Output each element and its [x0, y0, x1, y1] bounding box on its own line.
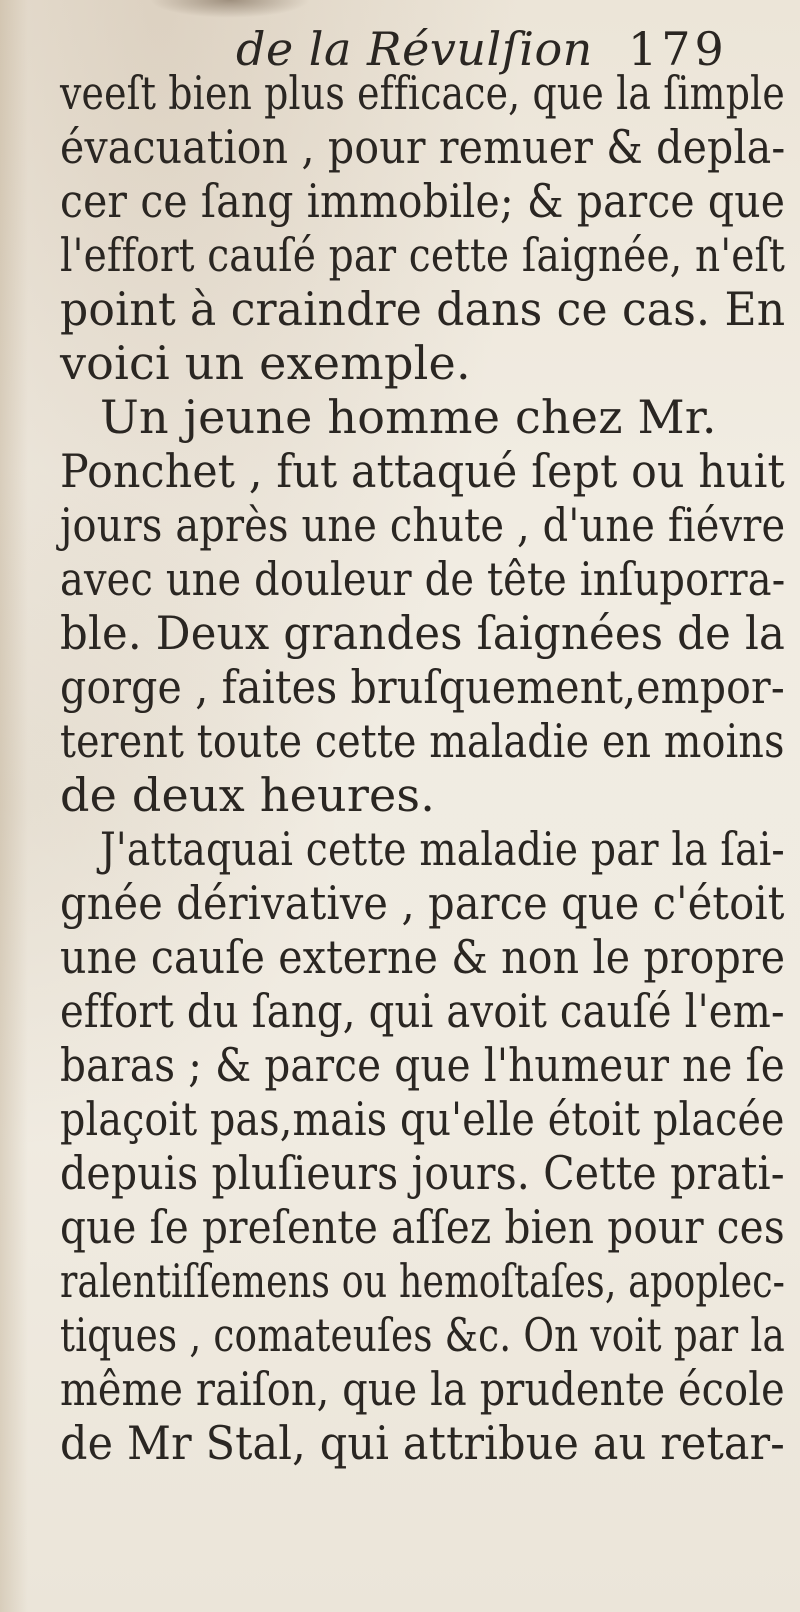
text-line: Un jeune homme chez Mr. [100, 390, 717, 444]
text-line: ble. Deux grandes ſaignées de la [60, 606, 786, 660]
text-line: ralentiſſemens ou hemoſtaſes, apoplec- [60, 1254, 786, 1308]
text-line: effort du ſang, qui avoit cauſé l'em- [60, 984, 785, 1038]
page-edge-shadow [0, 0, 28, 1612]
text-line: évacuation , pour remuer & depla- [60, 120, 786, 174]
text-line: voici un exemple. [60, 336, 471, 390]
text-line: baras ; & parce que l'humeur ne ſe [60, 1038, 785, 1092]
text-line: jours après une chute , d'une fiévre [60, 498, 786, 552]
text-line: J'attaquai cette maladie par la ſai- [100, 822, 785, 876]
text-line: avec une douleur de tête inſuporra- [60, 552, 786, 606]
text-line: une cauſe externe & non le propre [60, 930, 786, 984]
page-number: 179 [628, 22, 728, 76]
running-title: de la Révulſion [236, 22, 593, 76]
text-line: point à craindre dans ce cas. En [60, 282, 786, 336]
text-line: depuis pluſieurs jours. Cette prati- [60, 1146, 785, 1200]
text-line: Ponchet , fut attaqué ſept ou huit [60, 444, 785, 498]
text-line: veeſt bien plus efficace, que la ſimple [60, 66, 785, 120]
text-line: que ſe preſente aſſez bien pour ces [60, 1200, 785, 1254]
text-line: terent toute cette maladie en moins [60, 714, 785, 768]
text-line: gnée dérivative , parce que c'étoit [60, 876, 785, 930]
text-line: gorge , faites bruſquement,empor- [60, 660, 785, 714]
page-header [0, 22, 800, 76]
text-line: tiques , comateuſes &c. On voit par la [60, 1308, 785, 1362]
text-line: plaçoit pas,mais qu'elle étoit placée [60, 1092, 785, 1146]
ink-stain [150, 0, 310, 18]
text-line: même raiſon, que la prudente école [60, 1362, 785, 1416]
text-line: l'effort cauſé par cette ſaignée, n'eſt [60, 228, 786, 282]
text-line: de deux heures. [60, 768, 436, 822]
text-line: de Mr Stal, qui attribue au retar- [60, 1416, 785, 1470]
text-line: cer ce ſang immobile; & parce que [60, 174, 786, 228]
